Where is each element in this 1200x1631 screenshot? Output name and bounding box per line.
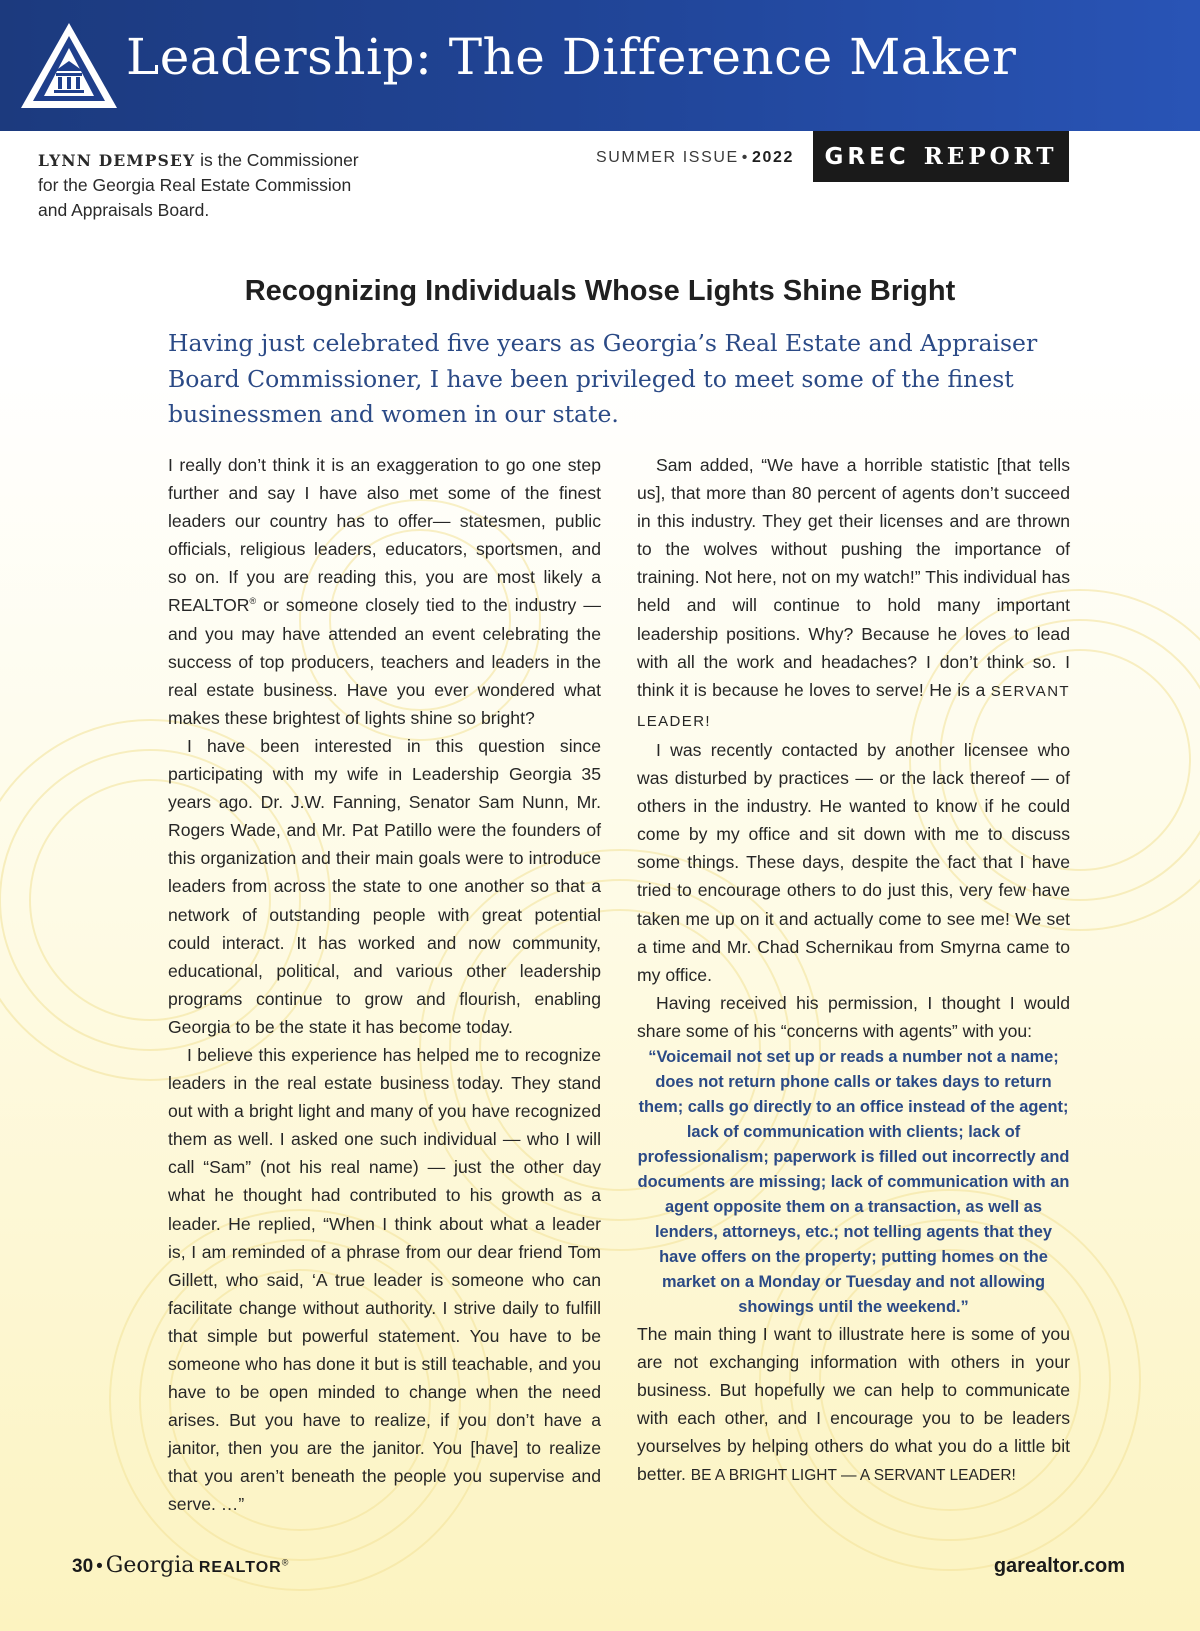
footer-registered-mark: ® [281,1557,289,1568]
banner-title: Leadership: The Difference Maker [126,28,1017,86]
registered-mark: ® [249,596,257,607]
bright-light-callout: BE A BRIGHT LIGHT — A SERVANT LEADER! [690,1467,1016,1485]
magazine-name-realtor: REALTOR [198,1559,282,1576]
servant-leader-callout: SERVANT LEADER! [637,682,1070,730]
right-paragraph-2: I was recently contacted by another licensee who was disturbed by practices — or the lack thereof — of others in the industry. He wanted to know if he could come by my office and sit down with me to discuss some things. These days, despite the fact that I have tried to encourage others to do just this, very few have taken me up on it and actually come to see me! We set a time and Mr. Chad Schernikau from Smyrna came to my office. [637,739,1070,985]
author-byline [38,148,398,223]
left-paragraph-1-text-a: I really don’t think it is an exaggeration to go one step further and say I have also met some of the finest leaders our country has to offer— statesmen, public officials, religious leaders, educators, sportsmen, and so on. If you are reading this, you are most likely a REALTOR [168,455,601,616]
left-paragraph-1 [168,451,601,732]
report-tag-word1: GREC [824,143,910,170]
agent-concerns-quote: “Voicemail not set up or reads a number not a name; does not return phone calls or takes days to return them; calls go directly to an office instead of the agent; lack of communication with clients; lack of professionalism; paperwork is filled out incorrectly and documents are missing; lack of communication with an agent opposite them on a transaction, as well as lenders, attorneys, etc.; not telling agents that they have offers on the property; putting homes on the market on a Monday or Tuesday and not allowing showings until the weekend.” [637,1047,1070,1316]
footer-left [72,1553,288,1578]
right-paragraph-1 [637,451,1070,736]
website-link[interactable]: garealtor.com [993,1555,1125,1577]
right-paragraph-4-text: The main thing I want to illustrate here is some of you are not exchanging information with others in your business. But hopefully we can help to communicate with each other, and I encourage you to be leaders yourselves by helping others do what you do a little bit better. [637,1323,1070,1485]
courthouse-triangle-icon [16,18,122,114]
report-tag-word2: REPORT [923,143,1058,170]
article-column-right [637,451,1070,1491]
issue-label [596,149,794,167]
article-headline: Recognizing Individuals Whose Lights Shine Bright [244,275,956,307]
left-paragraph-1-text-b: or someone closely tied to the industry — and you may have attended an event celebrating the success of top producers, teachers and leaders in the real estate business. Have you ever wondered what makes these brightest of lights shine so bright? [168,595,601,728]
article-column-left [168,451,601,1519]
byline-text-1: is the Commissioner [195,150,359,170]
title-banner [0,0,1200,131]
footer-dot: • [96,1556,103,1577]
right-paragraph-4 [637,1320,1070,1491]
author-name: LYNN DEMPSEY [38,151,196,170]
byline-text-2: for the Georgia Real Estate Commission [38,175,352,195]
issue-dot: • [741,149,749,166]
page-number: 30 [72,1556,94,1577]
left-paragraph-3: I believe this experience has helped me to recognize leaders in the real estate business today. They stand out with a bright light and many of you have recognized them as well. I asked one such individual — who I will call “Sam” (not his real name) — just the other day what he thought had contributed to his growth as a leader. He replied, “When I think about what a leader is, I am reminded of a phrase from our dear friend Tom Gillett, who said, ‘A true leader is someone who can facilitate change without authority. I strive daily to fulfill that simple but powerful statement. You have to be someone who has done it but is still teachable, and you have to be open minded to change when the need arises. But you have to realize, if you don’t have a janitor, then you are the janitor. You [have] to realize that you aren’t beneath the people you supervise and serve. …” [168,1044,601,1515]
grec-report-tag [813,131,1069,182]
left-paragraph-2: I have been interested in this question since participating with my wife in Leadership Georgia 35 years ago. Dr. J.W. Fanning, Senator Sam Nunn, Mr. Rogers Wade, and Mr. Pat Patillo were the founders of this organization and their main goals were to introduce leaders from across the state to one another so that a network of outstanding people with great potential could interact. It has worked and now community, educational, political, and various other leadership programs continue to grow and flourish, enabling Georgia to be the state it has become today. [168,735,601,1037]
right-paragraph-1-text: Sam added, “We have a horrible statistic [that tells us], that more than 80 percent of agents don’t succeed in this industry. They get their licenses and are thrown to the wolves without pushing the importance of training. Not here, not on my watch!” This individual has held and will continue to hold many important leadership positions. Why? Because he loves to lead with all the work and headaches? I don’t think so. I think it is because he loves to serve! He is a [637,455,1070,700]
issue-season: SUMMER ISSUE [596,149,739,166]
byline-text-3: and Appraisals Board. [38,200,210,220]
right-paragraph-3: Having received his permission, I thought I would share some of his “concerns with agents” with you: [637,992,1070,1041]
article-intro: Having just celebrated five years as Georgia’s Real Estate and Appraiser Board Commissioner, I have been privileged to meet some of the finest businessmen and women in our state. [168,329,1038,428]
issue-year: 2022 [751,149,794,166]
magazine-name-georgia: Georgia [105,1553,195,1578]
